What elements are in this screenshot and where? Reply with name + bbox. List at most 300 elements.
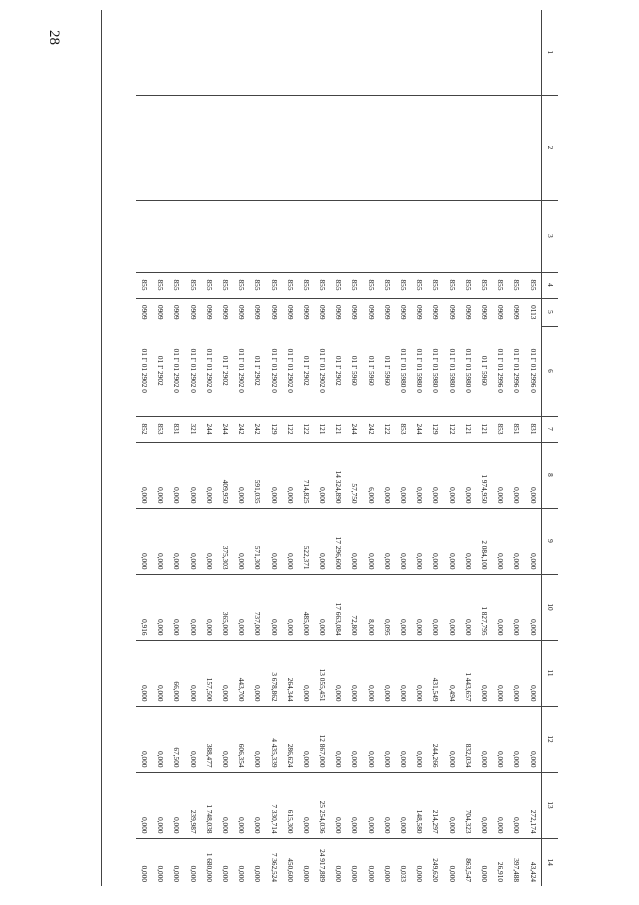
column-header: 12	[542, 706, 559, 772]
table-cell: 855	[379, 272, 395, 298]
table-cell: 0,000	[136, 640, 152, 706]
table-cell: 0909	[428, 298, 444, 326]
table-cell: 0,000	[298, 706, 314, 772]
table-cell: 121	[314, 416, 330, 442]
header-row	[542, 10, 559, 886]
table-cell: 0,000	[347, 772, 363, 838]
table-cell: 855	[460, 272, 476, 298]
table-cell	[250, 200, 266, 272]
table-cell: 855	[476, 272, 492, 298]
table-cell: 01 Г 01 2902 0	[282, 326, 298, 416]
table-cell	[525, 200, 542, 272]
table-cell	[314, 200, 330, 272]
table-cell: 0,000	[266, 442, 282, 508]
table-cell: 0,000	[444, 574, 460, 640]
table-cell: 0,000	[153, 706, 169, 772]
table-cell: 0,000	[282, 508, 298, 574]
column-header: 13	[542, 772, 559, 838]
table-cell: 0,000	[266, 508, 282, 574]
table-cell	[492, 10, 508, 95]
table-cell: 1 827,795	[476, 574, 492, 640]
table-cell: 0,000	[509, 772, 525, 838]
table-cell: 0,000	[185, 508, 201, 574]
table-cell: 0,000	[525, 706, 542, 772]
column-header: 1	[542, 10, 559, 95]
table-cell	[250, 10, 266, 95]
table-row	[525, 10, 542, 886]
table-cell: 01 Г 5960	[476, 326, 492, 416]
table-cell: 0,000	[395, 772, 411, 838]
table-cell: 12 867,000	[314, 706, 330, 772]
table-cell: 0,000	[509, 640, 525, 706]
table-cell: 0,000	[525, 640, 542, 706]
table-cell	[217, 95, 233, 200]
table-row	[298, 10, 314, 886]
table-cell: 01 Г 2902	[298, 326, 314, 416]
table-cell: 522,371	[298, 508, 314, 574]
table-cell: 0,000	[169, 574, 185, 640]
table-cell	[266, 10, 282, 95]
table-cell: 1 748,038	[201, 772, 217, 838]
table-cell: 121	[331, 416, 347, 442]
table-cell: 0,000	[217, 706, 233, 772]
table-cell	[379, 10, 395, 95]
table-cell	[347, 95, 363, 200]
table-cell: 397,488	[509, 838, 525, 886]
table-row	[185, 10, 201, 886]
table-cell: 0113	[525, 298, 542, 326]
table-cell	[379, 95, 395, 200]
table-cell	[363, 10, 379, 95]
table-cell: 0909	[217, 298, 233, 326]
table-cell	[525, 10, 542, 95]
table-cell: 853	[395, 416, 411, 442]
column-header: 10	[542, 574, 559, 640]
table-cell: 0,000	[444, 706, 460, 772]
table-cell: 0,000	[492, 574, 508, 640]
table-cell: 0,000	[395, 442, 411, 508]
table-cell: 01 Г 01 2902 0	[314, 326, 330, 416]
table-cell: 242	[233, 416, 249, 442]
table-cell: 0909	[460, 298, 476, 326]
table-cell: 852	[136, 416, 152, 442]
table-cell: 321	[185, 416, 201, 442]
table-cell	[314, 95, 330, 200]
table-cell	[395, 200, 411, 272]
table-cell	[250, 95, 266, 200]
table-cell: 0,000	[185, 640, 201, 706]
table-cell: 0,000	[233, 442, 249, 508]
table-cell	[331, 95, 347, 200]
table-cell: 129	[266, 416, 282, 442]
table-cell: 855	[201, 272, 217, 298]
table-cell: 01 Г 01 2996 0	[492, 326, 508, 416]
table-cell: 6,000	[363, 442, 379, 508]
table-cell: 0909	[201, 298, 217, 326]
table-cell: 0,033	[395, 838, 411, 886]
table-cell: 01 Г 5960	[347, 326, 363, 416]
table-cell: 0,000	[492, 508, 508, 574]
table-cell: 0,000	[395, 706, 411, 772]
table-cell: 375,303	[217, 508, 233, 574]
table-cell: 0,000	[492, 442, 508, 508]
table-row	[492, 10, 508, 886]
table-cell	[136, 95, 152, 200]
table-cell: 0,000	[492, 640, 508, 706]
table-cell: 01 Г 01 2902 0	[233, 326, 249, 416]
table-cell	[492, 200, 508, 272]
table-cell	[185, 95, 201, 200]
table-cell: 615,300	[282, 772, 298, 838]
table-cell: 851	[509, 416, 525, 442]
table-cell: 855	[331, 272, 347, 298]
table-cell: 0,000	[233, 508, 249, 574]
table-row	[250, 10, 266, 886]
table-cell: 242	[250, 416, 266, 442]
table-cell	[233, 200, 249, 272]
table-cell: 855	[282, 272, 298, 298]
table-cell: 66,000	[169, 640, 185, 706]
table-cell	[476, 200, 492, 272]
table-cell: 0,000	[395, 574, 411, 640]
table-cell: 214,297	[428, 772, 444, 838]
table-row	[169, 10, 185, 886]
table-row	[201, 10, 217, 886]
table-cell: 1 974,950	[476, 442, 492, 508]
table-cell: 17 663,084	[331, 574, 347, 640]
table-row	[476, 10, 492, 886]
table-cell: 0,000	[136, 706, 152, 772]
table-cell: 01 Г 01 2996 0	[525, 326, 542, 416]
table-cell	[185, 200, 201, 272]
table-cell: 0,000	[363, 838, 379, 886]
column-header: 6	[542, 326, 559, 416]
table-cell: 0,000	[233, 574, 249, 640]
table-cell: 0,000	[233, 772, 249, 838]
table-row	[509, 10, 525, 886]
table-cell: 606,354	[233, 706, 249, 772]
table-cell	[412, 10, 428, 95]
table-cell: 0,000	[428, 508, 444, 574]
table-cell: 831	[169, 416, 185, 442]
table-cell: 43,424	[525, 838, 542, 886]
table-cell: 855	[444, 272, 460, 298]
table-cell: 244,266	[428, 706, 444, 772]
table-cell: 0,000	[136, 772, 152, 838]
table-cell: 01 Г 01 2902 0	[185, 326, 201, 416]
table-cell	[169, 200, 185, 272]
table-cell: 0,000	[509, 574, 525, 640]
table-cell: 17 296,600	[331, 508, 347, 574]
table-cell: 01 Г 01 5980 0	[395, 326, 411, 416]
table-cell	[460, 95, 476, 200]
table-cell: 01 Г 5960	[363, 326, 379, 416]
table-cell	[153, 95, 169, 200]
table-cell: 0,000	[169, 772, 185, 838]
table-row	[428, 10, 444, 886]
table-cell: 122	[298, 416, 314, 442]
table-cell: 863,547	[460, 838, 476, 886]
table-cell: 122	[282, 416, 298, 442]
table-cell: 0,000	[476, 772, 492, 838]
table-cell	[153, 10, 169, 95]
table-cell: 855	[395, 272, 411, 298]
table-cell	[379, 200, 395, 272]
table-cell: 0,000	[169, 442, 185, 508]
table-row	[266, 10, 282, 886]
table-cell: 0909	[444, 298, 460, 326]
table-cell: 0,000	[185, 838, 201, 886]
table-cell: 0,000	[412, 706, 428, 772]
table-cell	[428, 200, 444, 272]
table-cell: 0,000	[298, 640, 314, 706]
table-cell: 0,000	[395, 508, 411, 574]
table-row	[331, 10, 347, 886]
table-row	[153, 10, 169, 886]
table-cell: 0,000	[460, 508, 476, 574]
column-header: 9	[542, 508, 559, 574]
table-cell: 0,000	[185, 706, 201, 772]
table-cell: 591,035	[250, 442, 266, 508]
table-cell: 0,000	[412, 442, 428, 508]
table-row	[412, 10, 428, 886]
table-cell: 67,500	[169, 706, 185, 772]
table-cell: 0,000	[525, 508, 542, 574]
table-cell: 0,000	[153, 574, 169, 640]
table-cell: 0,000	[460, 442, 476, 508]
table-cell: 0,000	[347, 706, 363, 772]
table-cell: 0,000	[363, 706, 379, 772]
table-cell	[492, 95, 508, 200]
table-cell: 0,000	[379, 706, 395, 772]
table-cell	[217, 200, 233, 272]
table-cell	[266, 95, 282, 200]
table-cell	[331, 10, 347, 95]
table-cell: 0,000	[428, 574, 444, 640]
table-cell: 0909	[363, 298, 379, 326]
table-cell: 714,825	[298, 442, 314, 508]
table-cell: 855	[185, 272, 201, 298]
table-cell: 7 330,714	[266, 772, 282, 838]
table-cell: 01 Г 01 2902 0	[136, 326, 152, 416]
table-cell: 0,000	[250, 706, 266, 772]
table-row	[314, 10, 330, 886]
table-cell: 0,000	[331, 706, 347, 772]
table-cell: 01 Г 2902	[331, 326, 347, 416]
table-cell: 01 Г 01 2902 0	[266, 326, 282, 416]
table-cell: 855	[347, 272, 363, 298]
table-cell: 855	[169, 272, 185, 298]
table-cell	[233, 10, 249, 95]
table-cell: 0,000	[136, 838, 152, 886]
column-header: 14	[542, 838, 559, 886]
table-cell: 01 Г 2902	[250, 326, 266, 416]
table-cell: 0909	[509, 298, 525, 326]
table-cell	[509, 200, 525, 272]
table-cell: 450,600	[282, 838, 298, 886]
table-cell: 0,000	[201, 442, 217, 508]
table-cell: 704,323	[460, 772, 476, 838]
table-cell: 0909	[153, 298, 169, 326]
table-cell	[444, 95, 460, 200]
table-cell	[282, 10, 298, 95]
table-cell: 0909	[233, 298, 249, 326]
table-cell	[282, 95, 298, 200]
table-cell: 244	[347, 416, 363, 442]
table-cell	[412, 95, 428, 200]
table-cell: 129	[428, 416, 444, 442]
table-cell: 122	[379, 416, 395, 442]
table-cell: 01 Г 01 5980 0	[428, 326, 444, 416]
table-cell: 853	[492, 416, 508, 442]
table-cell: 0,000	[492, 706, 508, 772]
table-cell	[509, 95, 525, 200]
table-cell	[525, 95, 542, 200]
table-cell: 0,000	[169, 838, 185, 886]
table-cell: 0,000	[153, 508, 169, 574]
table-cell: 0,000	[298, 772, 314, 838]
table-cell: 264,344	[282, 640, 298, 706]
table-cell: 571,300	[250, 508, 266, 574]
table-cell	[460, 200, 476, 272]
table-cell: 0,000	[476, 838, 492, 886]
table-cell: 0909	[395, 298, 411, 326]
table-cell: 8,000	[363, 574, 379, 640]
table-cell: 0,000	[266, 574, 282, 640]
table-cell: 0,000	[379, 508, 395, 574]
table-row	[379, 10, 395, 886]
table-cell: 409,950	[217, 442, 233, 508]
table-cell: 0909	[492, 298, 508, 326]
table-cell	[217, 10, 233, 95]
table-cell: 0,000	[217, 838, 233, 886]
table-cell: 0,000	[395, 640, 411, 706]
table-body	[136, 10, 541, 886]
table-cell	[363, 95, 379, 200]
table-cell: 855	[314, 272, 330, 298]
table-row	[136, 10, 152, 886]
table-cell: 57,750	[347, 442, 363, 508]
table-cell: 122	[444, 416, 460, 442]
column-header: 4	[542, 272, 559, 298]
table-cell: 0,000	[136, 508, 152, 574]
table-cell: 01 Г 01 2902 0	[201, 326, 217, 416]
table-cell: 0,000	[314, 508, 330, 574]
table-cell	[136, 200, 152, 272]
table-cell: 0,000	[331, 640, 347, 706]
table-cell: 0909	[379, 298, 395, 326]
table-cell: 0,000	[412, 508, 428, 574]
table-cell: 0,000	[185, 574, 201, 640]
table-cell: 0,000	[233, 838, 249, 886]
table-cell: 0,000	[379, 442, 395, 508]
table-cell: 0,000	[201, 508, 217, 574]
table-cell	[136, 10, 152, 95]
table-cell	[347, 200, 363, 272]
table-cell	[298, 95, 314, 200]
table-cell: 855	[250, 272, 266, 298]
table-cell	[282, 200, 298, 272]
table-cell: 0,000	[412, 838, 428, 886]
table-cell: 365,000	[217, 574, 233, 640]
table-cell: 01 Г 01 2996 0	[509, 326, 525, 416]
table-cell: 0,000	[509, 706, 525, 772]
table-cell: 0909	[185, 298, 201, 326]
table-cell: 0,000	[444, 772, 460, 838]
table-cell	[185, 10, 201, 95]
table-row	[217, 10, 233, 886]
column-header: 11	[542, 640, 559, 706]
column-header: 5	[542, 298, 559, 326]
table-cell: 0909	[331, 298, 347, 326]
rotated-table-container	[102, 10, 558, 886]
table-cell: 855	[525, 272, 542, 298]
table-cell: 0909	[314, 298, 330, 326]
table-cell: 0,000	[153, 772, 169, 838]
table-cell: 0,000	[379, 838, 395, 886]
table-cell: 853	[153, 416, 169, 442]
table-cell: 855	[233, 272, 249, 298]
table-cell: 388,477	[201, 706, 217, 772]
table-cell: 0,000	[444, 442, 460, 508]
table-cell: 24 917,889	[314, 838, 330, 886]
table-cell	[460, 10, 476, 95]
table-cell: 0,000	[250, 838, 266, 886]
table-cell: 0,000	[363, 508, 379, 574]
table-row	[444, 10, 460, 886]
table-cell: 0909	[266, 298, 282, 326]
table-cell: 244	[217, 416, 233, 442]
table-cell: 01 Г 01 5980 0	[412, 326, 428, 416]
table-cell	[395, 95, 411, 200]
table-cell: 0,000	[314, 574, 330, 640]
table-cell: 01 Г 01 5980 0	[444, 326, 460, 416]
table-cell: 0,000	[314, 442, 330, 508]
table-cell: 0,000	[363, 772, 379, 838]
table-row	[395, 10, 411, 886]
table-row	[233, 10, 249, 886]
table-cell: 0,000	[282, 574, 298, 640]
table-cell: 0,916	[136, 574, 152, 640]
table-cell	[476, 95, 492, 200]
table-cell: 0,000	[153, 442, 169, 508]
table-cell	[331, 200, 347, 272]
table-cell: 0,000	[250, 772, 266, 838]
table-cell: 0,000	[217, 640, 233, 706]
table-cell	[395, 10, 411, 95]
table-cell: 0,000	[250, 640, 266, 706]
table-cell: 121	[476, 416, 492, 442]
table-cell	[169, 10, 185, 95]
table-cell: 1 443,657	[460, 640, 476, 706]
table-cell: 737,000	[250, 574, 266, 640]
table-cell: 0,000	[282, 442, 298, 508]
table-cell	[201, 10, 217, 95]
table-cell: 272,174	[525, 772, 542, 838]
table-cell: 855	[428, 272, 444, 298]
table-cell	[153, 200, 169, 272]
table-cell: 0,000	[444, 838, 460, 886]
table-cell: 0,000	[412, 640, 428, 706]
table-cell	[444, 10, 460, 95]
table-cell: 855	[217, 272, 233, 298]
table-cell	[509, 10, 525, 95]
table-cell: 0,000	[492, 772, 508, 838]
table-cell: 13 055,451	[314, 640, 330, 706]
table-cell	[201, 200, 217, 272]
table-cell: 0,000	[153, 640, 169, 706]
table-cell: 72,800	[347, 574, 363, 640]
